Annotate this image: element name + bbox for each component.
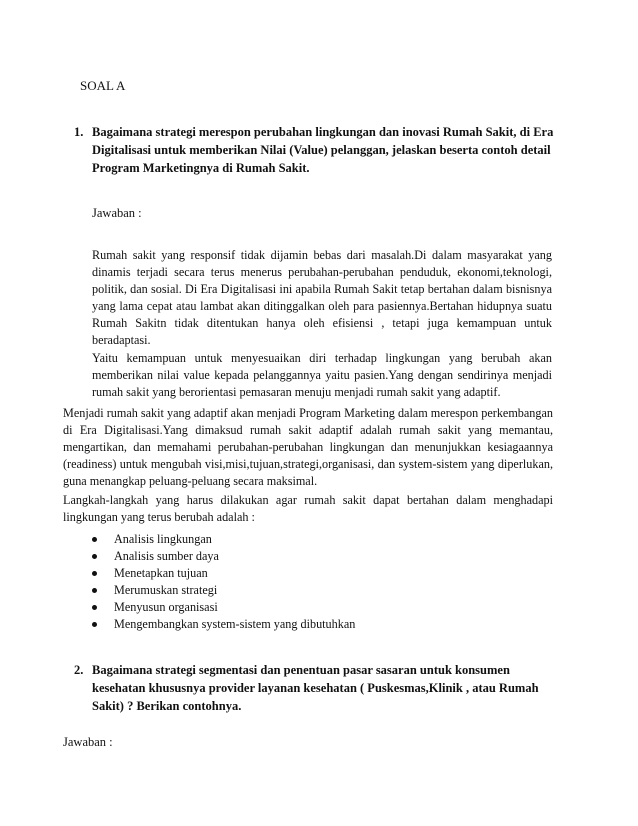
answer-paragraph: Langkah-langkah yang harus dilakukan agar rumah sakit dapat bertahan dalam menghadapi lingkungan yang terus berubah adalah : (63, 493, 553, 524)
list-item: Analisis lingkungan (88, 531, 355, 548)
question-number: 1. (74, 125, 84, 139)
answer-paragraph: Rumah sakit yang responsif tidak dijamin bebas dari masalah.Di dalam masyarakat yang dinamis terjadi secara terus menerus perubahan-perubahan penduduk, ekonomi,teknologi, politik, dan sosial. Di Era Digitalisasi ini apabila Rumah Sakit tetap bertahan dalam bisnisnya yang lama cepat atau lambat akan ditinggalkan oleh para pasiennya.Bertahan hidupnya suatu Rumah Sakitn tidak ditentukan hanya oleh efisiensi , tetapi juga kemampuan untuk beradaptasi. (92, 248, 552, 347)
question-text: Bagaimana strategi merespon perubahan lingkungan dan inovasi Rumah Sakit, di Era Digitalisasi untuk memberikan Nilai (Value) pelanggan, jelaskan beserta contoh detail Program Marketingnya di Rumah Sakit. (92, 125, 554, 175)
bullet-icon (92, 622, 97, 627)
list-item: Analisis sumber daya (88, 548, 355, 565)
answer-label: Jawaban : (63, 735, 113, 749)
list-item: Mengembangkan system-sistem yang dibutuhkan (88, 616, 355, 633)
bullet-icon (92, 605, 97, 610)
answer-paragraph: Yaitu kemampuan untuk menyesuaikan diri terhadap lingkungan yang berubah akan memberikan nilai value kepada pelanggannya yaitu pasien.Yang dengan sendirinya menjadi rumah sakit yang berorientasi pemasaran menuju menjadi rumah sakit yang adaptif. (92, 351, 552, 399)
question-1 (74, 123, 562, 177)
answer-paragraph: Menjadi rumah sakit yang adaptif akan menjadi Program Marketing dalam merespon perkembangan di Era Digitalisasi.Yang dimaksud rumah sakit adaptif adalah rumah sakit yang memantau, mengartikan, dan memahami perubahan-perubahan lingkungan dan menunjukkan kesiagaannya (readiness) untuk mengubah visi,misi,tujuan,strategi,organisasi, dan system-sistem yang diperlukan, guna menangkap peluang-peluang secara maksimal. (63, 406, 553, 488)
list-item: Menetapkan tujuan (88, 565, 355, 582)
question-2 (74, 661, 554, 715)
answer-label: Jawaban : (92, 206, 142, 220)
bullet-icon (92, 571, 97, 576)
list-item: Merumuskan strategi (88, 582, 355, 599)
list-item: Menyusun organisasi (88, 599, 355, 616)
steps-list (88, 531, 355, 633)
bullet-icon (92, 537, 97, 542)
question-number: 2. (74, 663, 84, 677)
section-heading: SOAL A (80, 78, 126, 93)
bullet-icon (92, 554, 97, 559)
bullet-icon (92, 588, 97, 593)
question-text: Bagaimana strategi segmentasi dan penentuan pasar sasaran untuk konsumen kesehatan khususnya provider layanan kesehatan ( Puskesmas,Klinik , atau Rumah Sakit) ? Berikan contohnya. (92, 663, 539, 713)
